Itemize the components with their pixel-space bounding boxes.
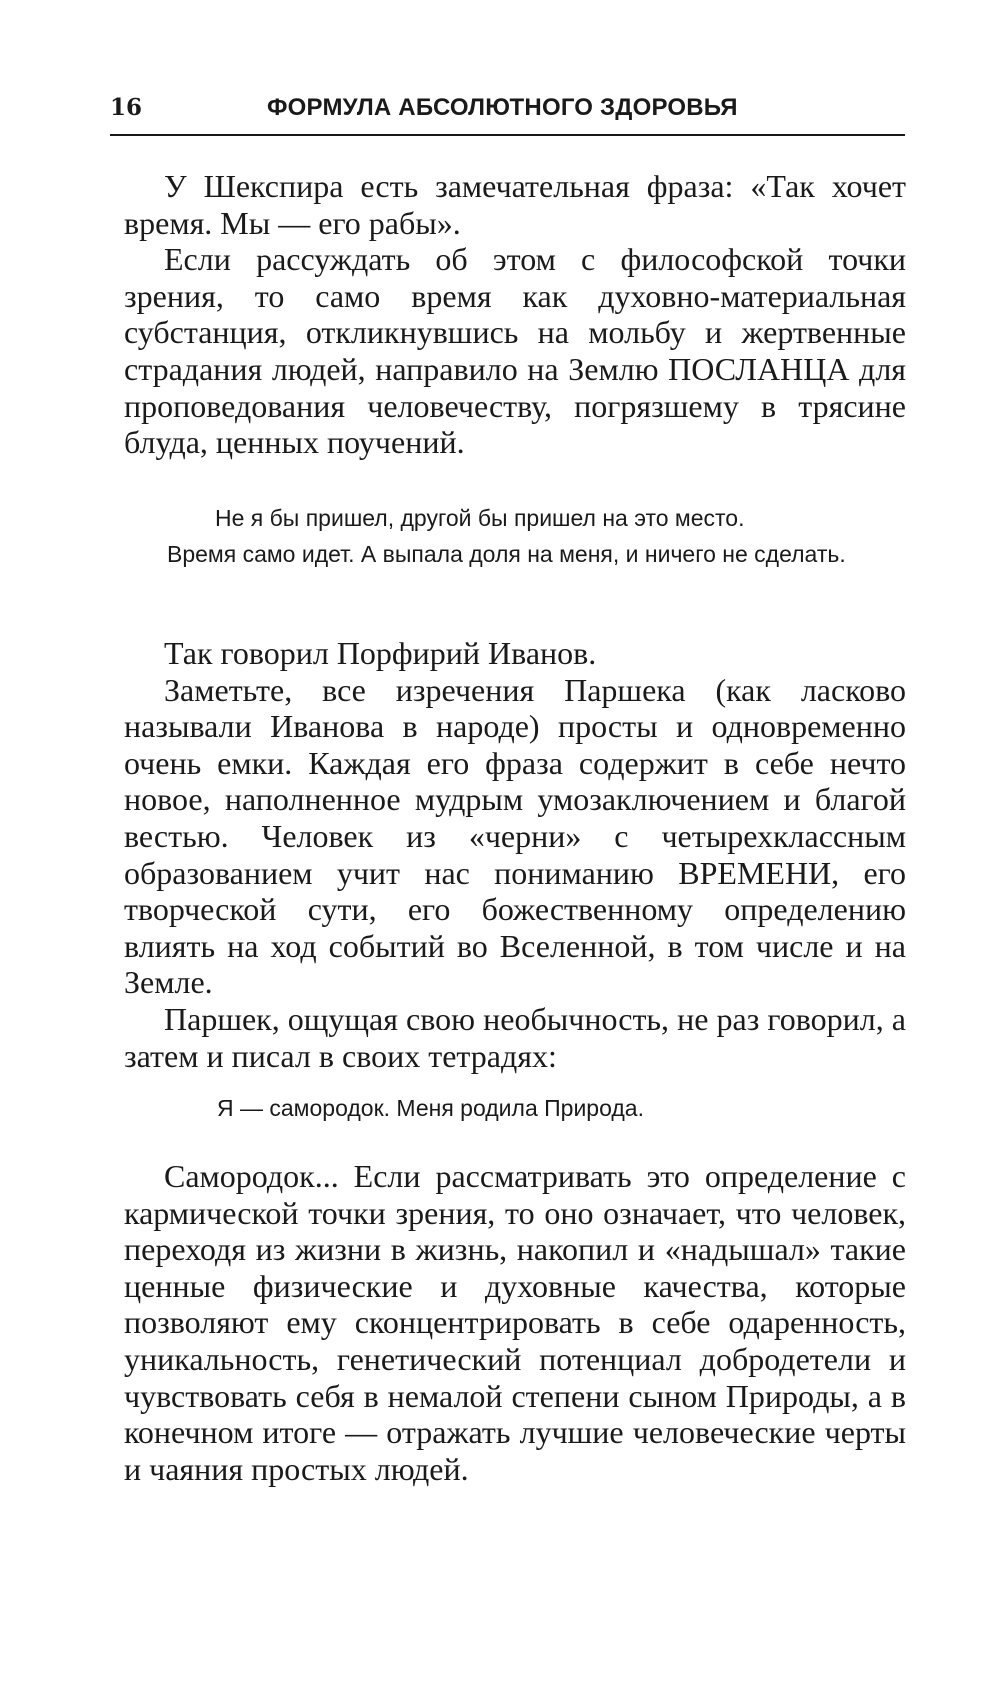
paragraph-parshek-sayings: Заметьте, все изречения Паршека (как ласково называли Иванова в народе) просты и одновременно очень емки. Каждая его фраза содержит в себе нечто новое, наполненное мудрым умозаключением и благой вестью. Человек из «черни» с четырехклассным образованием учит нас пониманию ВРЕМЕНИ, его творческой сути, его божественному определению влиять на ход событий во Вселенной, в том числе и на Земле.: [124, 671, 906, 1001]
page-number: 16: [110, 94, 143, 121]
text-block-3: [124, 1158, 906, 1487]
quote-ivanov: [167, 500, 887, 572]
quote-line-rest: Время само идет. А выпала доля на меня, и ничего не сделать.: [167, 541, 846, 567]
paragraph-samorodok: Самородок... Если рассматривать это определение с кармической точки зрения, то оно означает, что человек, переходя из жизни в жизнь, накопил и «надышал» такие ценные физические и духовные качества, которые позволяют ему сконцентрировать в себе одаренность, уникальность, генетический потенциал добродетели и чувствовать себя в немалой степени сыном Природы, а в конечном итоге — отражать лучшие человеческие черты и чаяния простых людей.: [124, 1158, 906, 1487]
text-block-2: [124, 635, 906, 1074]
running-title: ФОРМУЛА АБСОЛЮТНОГО ЗДОРОВЬЯ: [267, 94, 738, 121]
paragraph-philosophy: Если рассуждать об этом с философской точки зрения, то само время как духовно-материальная субстанция, откликнувшись на мольбу и жертвенные страдания людей, направило на Землю ПОСЛАНЦА для проповедования человечеству, погрязшему в трясине блуда, ценных поучений.: [124, 241, 906, 461]
page-header: [110, 94, 905, 136]
paragraph-attribution: Так говорил Порфирий Иванов.: [164, 635, 597, 671]
text-block-1: [124, 168, 906, 461]
paragraph-parshek-wrote: Паршек, ощущая свою необычность, не раз говорил, а затем и писал в своих тетрадях:: [124, 1000, 906, 1074]
quote-line-first: Не я бы пришел, другой бы пришел на это место.: [215, 505, 745, 531]
paragraph-shakespeare: У Шекспира есть замечательная фраза: «Так хочет время. Мы — его рабы».: [124, 168, 906, 241]
quote-samorodok: Я — самородок. Меня родила Природа.: [217, 1095, 644, 1121]
